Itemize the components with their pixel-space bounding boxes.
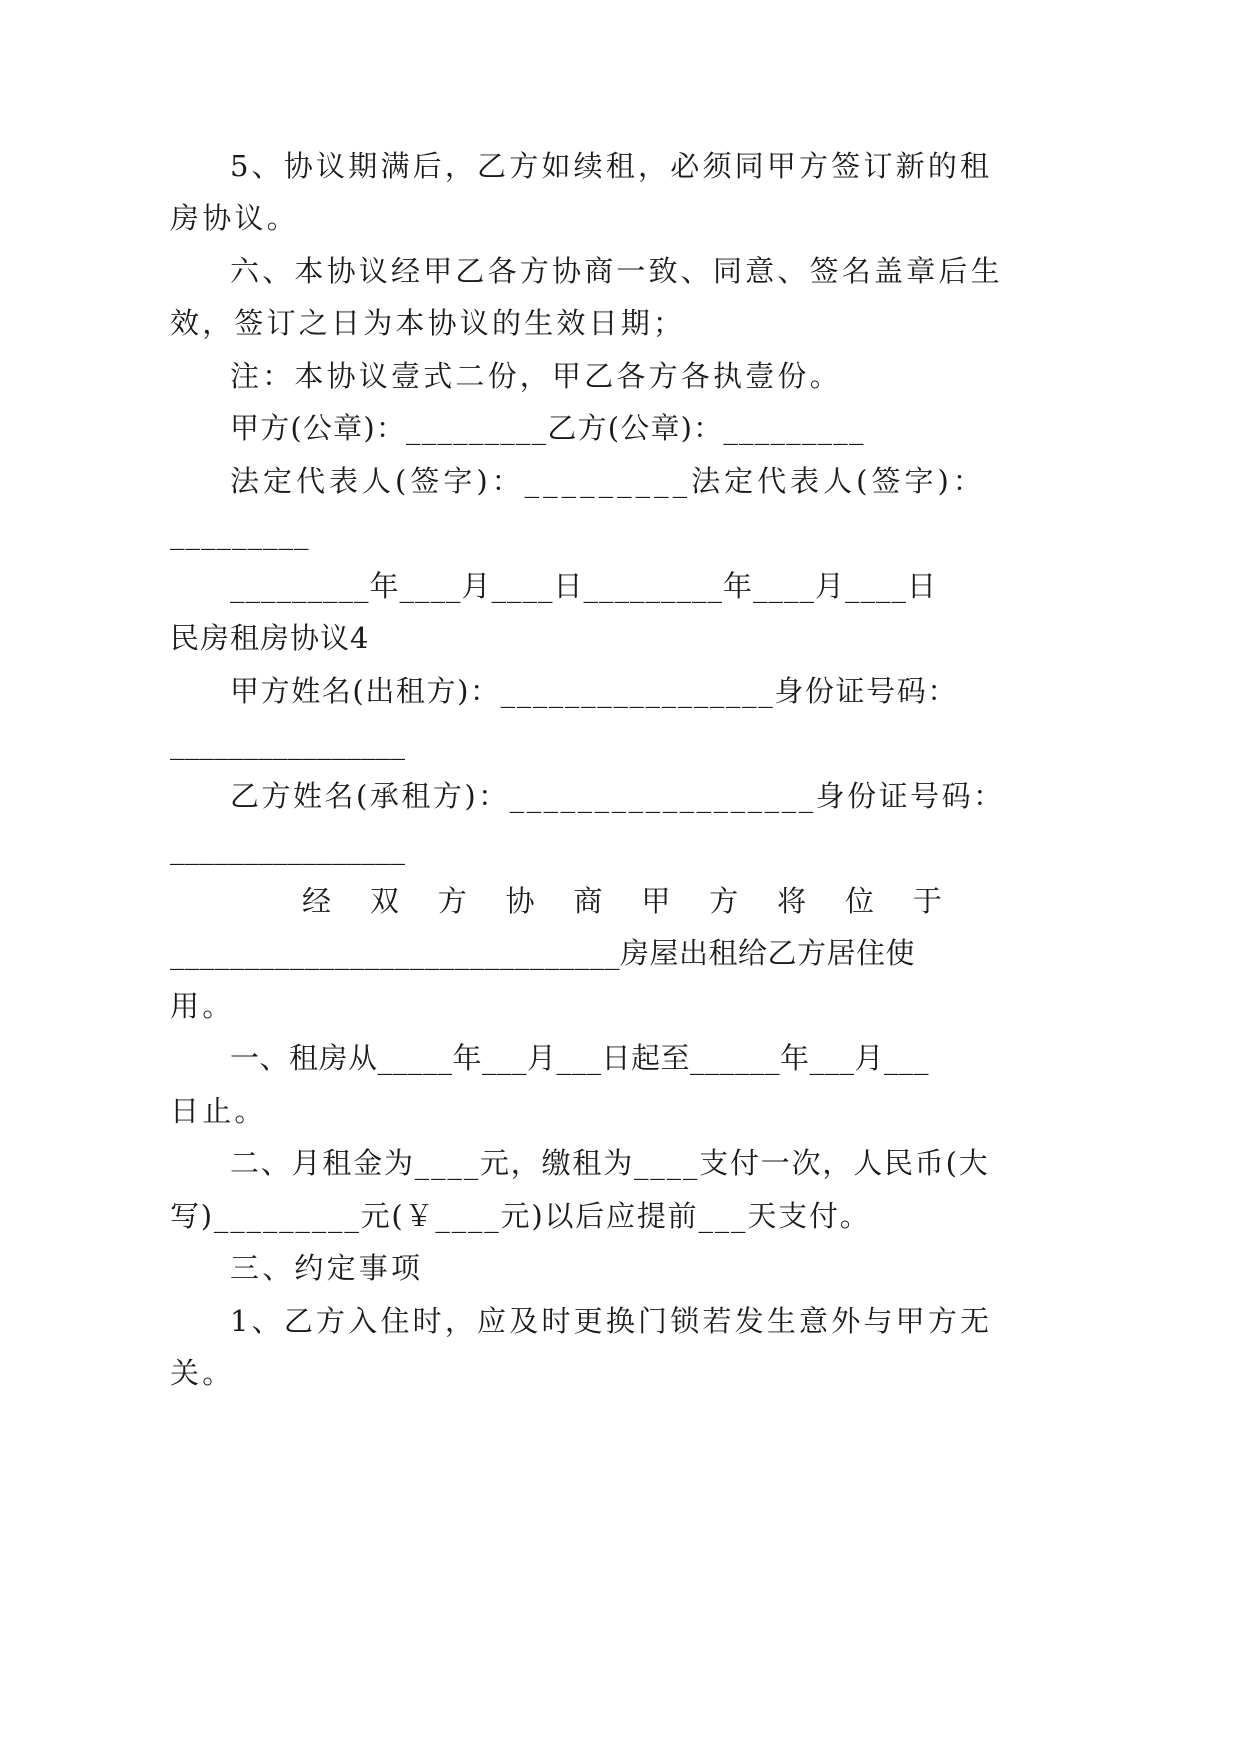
paragraph-line: 六、本协议经甲乙各方协商一致、同意、签名盖章后生 xyxy=(230,254,1003,288)
lease-term-line: 一、租房从_____年___月___日起至______年___月___ xyxy=(230,1041,930,1075)
paragraph-line: 关。 xyxy=(170,1356,235,1390)
spread-char: 甲 xyxy=(641,884,671,918)
blank-line: ________________ xyxy=(170,726,406,760)
paragraph-line: 写)_________元(￥____元)以后应提前___天支付。 xyxy=(170,1199,871,1233)
spread-char: 协 xyxy=(505,884,535,918)
date-line: _________年____月____日_________年____月____日 xyxy=(230,569,938,603)
spread-char: 位 xyxy=(845,884,875,918)
rent-line: 二、月租金为____元，缴租为____支付一次，人民币(大 xyxy=(230,1146,990,1180)
paragraph-line: 用。 xyxy=(170,989,235,1023)
signature-line-representative: 法定代表人(签字)：_________法定代表人(签字)： xyxy=(230,464,986,498)
section-title: 民房租房协议4 xyxy=(170,621,370,655)
paragraph-line: 日止。 xyxy=(170,1094,267,1128)
paragraph-line: ______________________________房屋出租给乙方居住使 xyxy=(170,936,916,970)
spread-paragraph-line xyxy=(302,881,942,921)
spread-char: 将 xyxy=(777,884,807,918)
spread-char: 方 xyxy=(437,884,467,918)
signature-line-seal: 甲方(公章)：_________乙方(公章)：_________ xyxy=(230,411,865,445)
paragraph-line: 1、乙方入住时，应及时更换门锁若发生意外与甲方无 xyxy=(230,1304,993,1338)
paragraph-line: 5、协议期满后，乙方如续租，必须同甲方签订新的租 xyxy=(230,149,993,183)
spread-char: 商 xyxy=(573,884,603,918)
party-b-line: 乙方姓名(承租方)：__________________身份证号码： xyxy=(230,779,1005,813)
paragraph-line: 注：本协议壹式二份，甲乙各方各执壹份。 xyxy=(230,359,842,393)
spread-char: 方 xyxy=(709,884,739,918)
blank-line: ________________ xyxy=(170,831,406,865)
party-a-line: 甲方姓名(出租方)：_________________身份证号码： xyxy=(230,674,958,708)
spread-char: 经 xyxy=(302,884,332,918)
spread-char: 双 xyxy=(369,884,399,918)
spread-char: 于 xyxy=(912,884,942,918)
paragraph-line: 房协议。 xyxy=(170,201,299,235)
section-heading: 三、约定事项 xyxy=(230,1251,424,1285)
blank-line: _________ xyxy=(170,516,310,550)
paragraph-line: 效，签订之日为本协议的生效日期； xyxy=(170,306,686,340)
